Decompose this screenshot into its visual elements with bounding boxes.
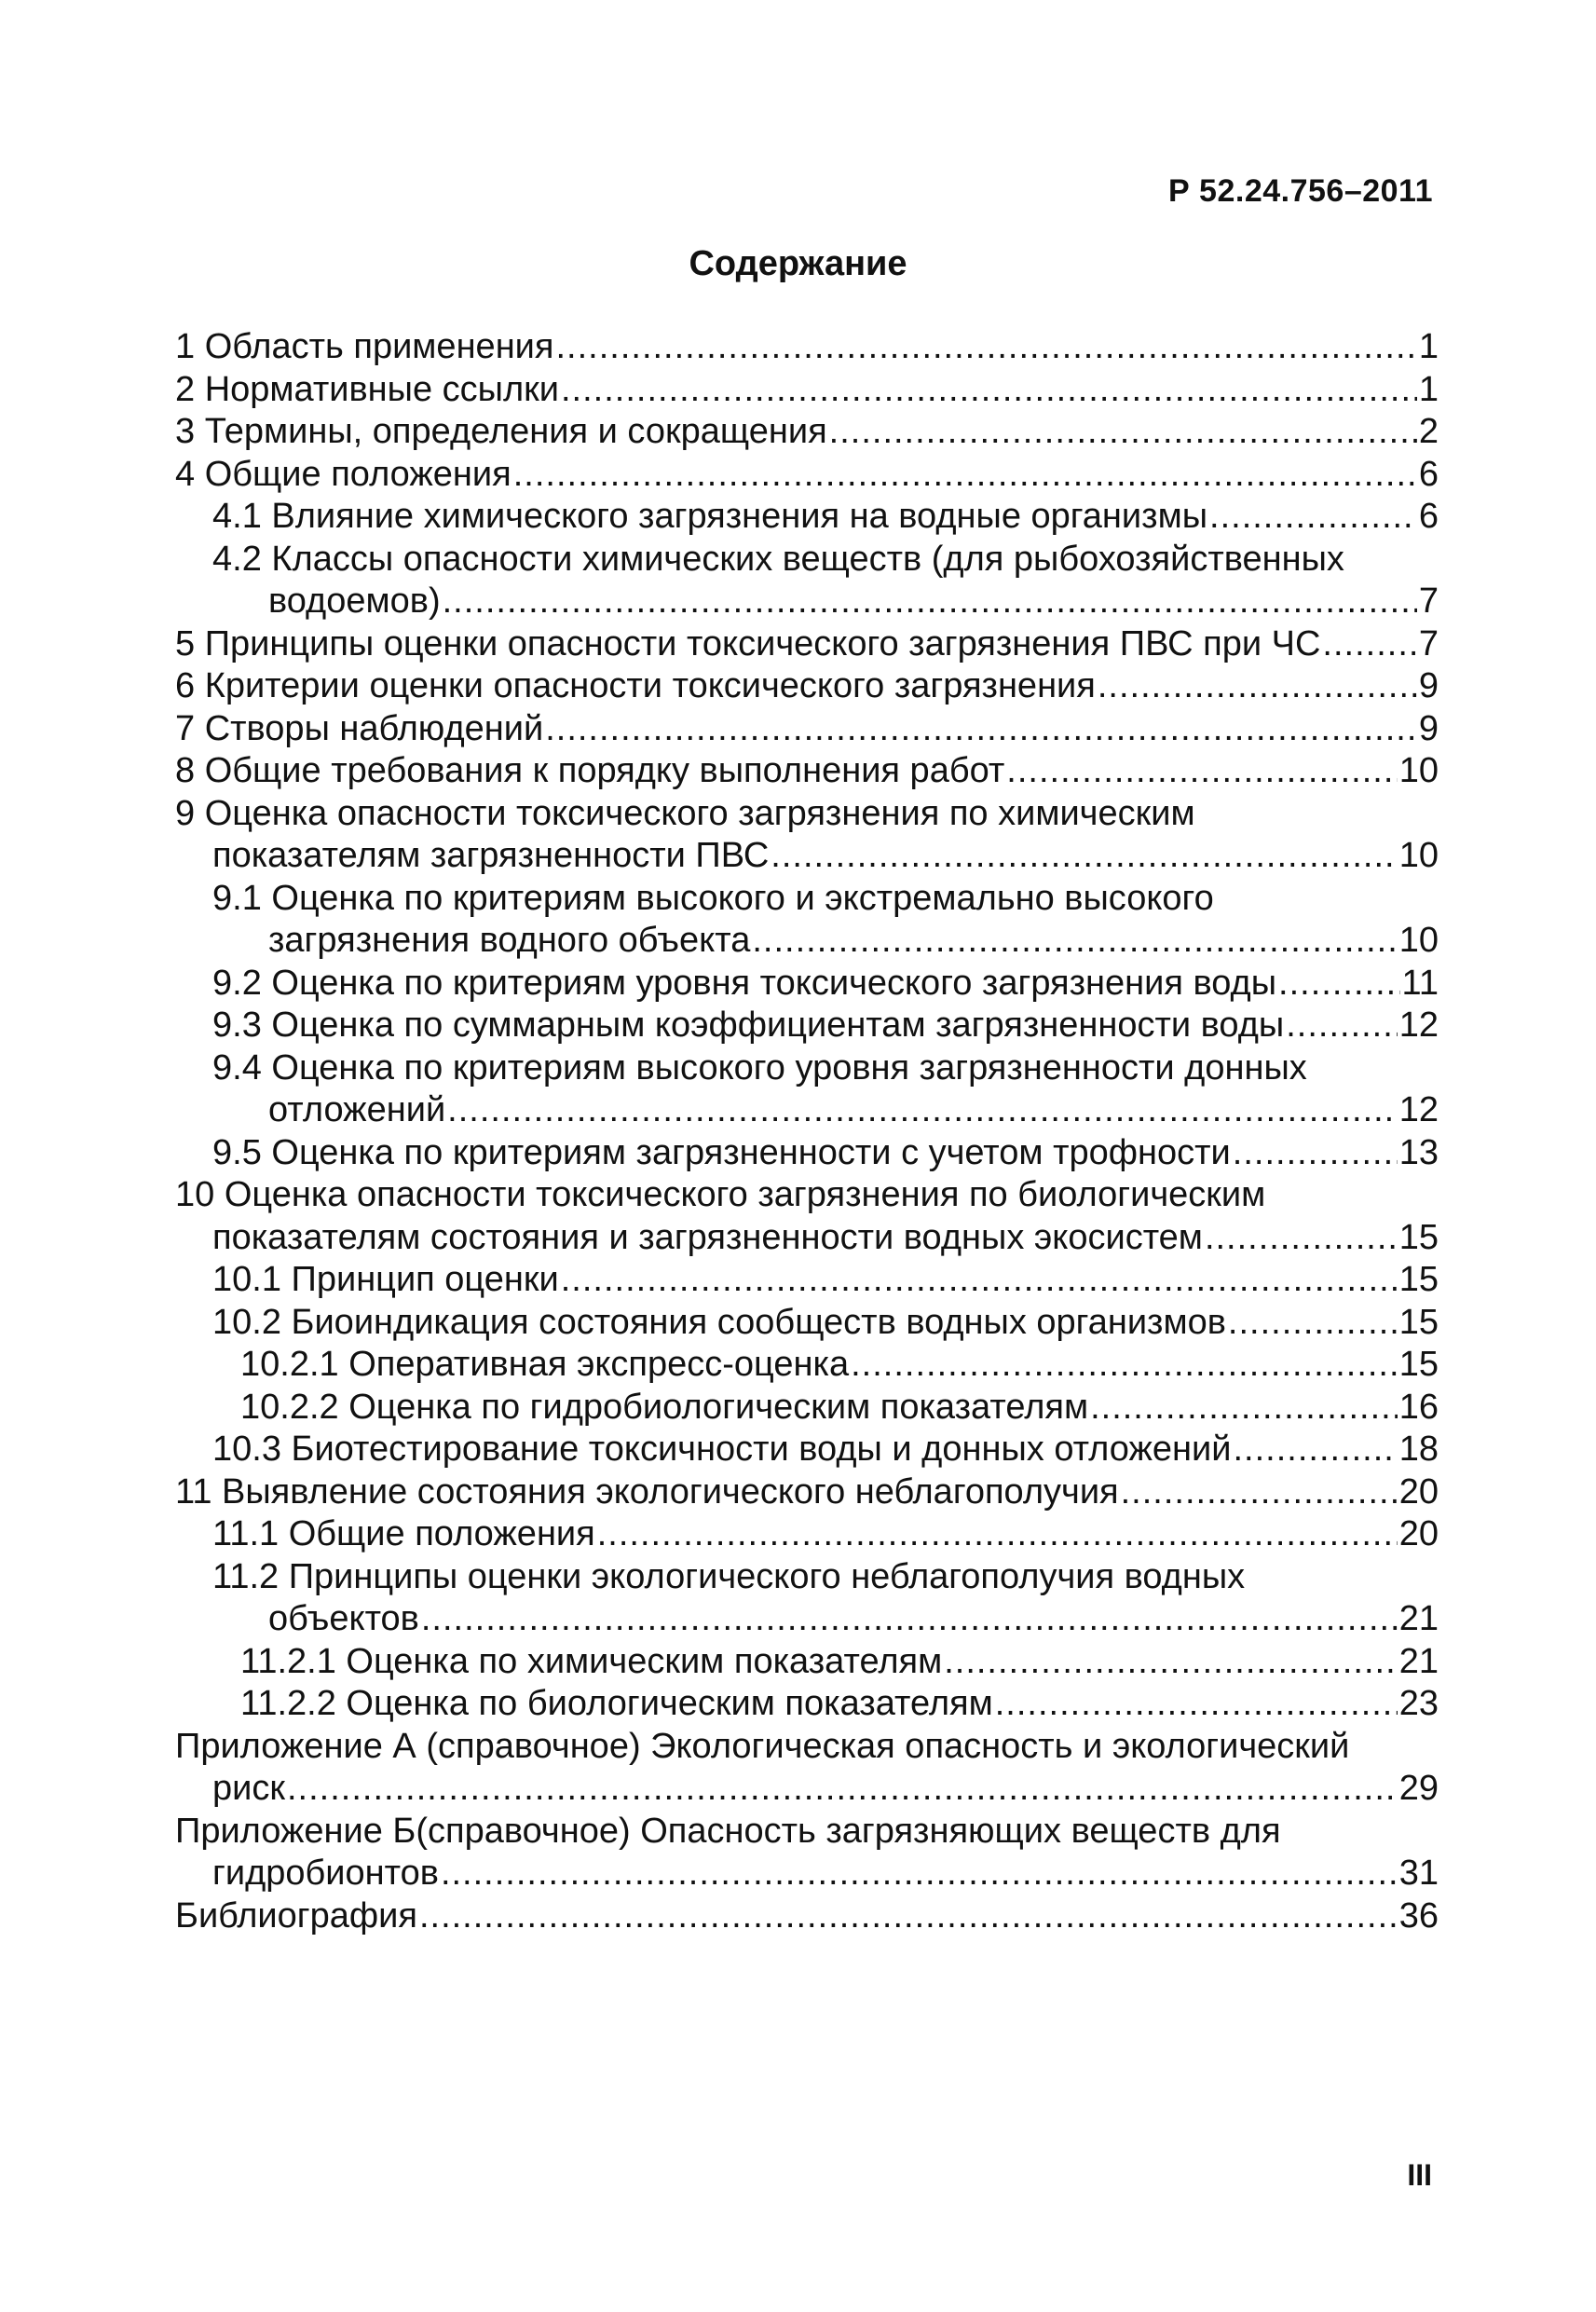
toc-entry-label-continuation: водоемов) <box>268 581 441 621</box>
toc-entry-page: 15 <box>1398 1217 1439 1257</box>
toc-entry-label: 7 Створы наблюдений <box>175 708 544 748</box>
toc-entry[interactable] <box>175 1387 1439 1430</box>
toc-entry[interactable] <box>175 454 1439 497</box>
toc-entry-page: 6 <box>1418 497 1439 536</box>
toc-entry[interactable] <box>175 1556 1439 1641</box>
toc-leader-dots <box>1205 1217 1398 1260</box>
toc-entry[interactable] <box>175 1895 1439 1938</box>
toc-entry-label-continuation: показателям загрязненности ПВС <box>212 836 770 875</box>
toc-leader-dots <box>443 581 1417 623</box>
toc-entry-label-continuation: риск <box>212 1769 285 1808</box>
toc-entry-label: 9.3 Оценка по суммарным коэффициентам загрязненности воды <box>212 1006 1285 1045</box>
toc-entry-label: 9.2 Оценка по критериям уровня токсического загрязнения воды <box>212 963 1277 1003</box>
toc-leader-dots <box>441 1853 1398 1895</box>
toc-entry-page: 12 <box>1398 1006 1439 1045</box>
toc-entry-page: 16 <box>1398 1387 1439 1427</box>
toc-entry-label: 10.2.1 Оперативная экспресс-оценка <box>240 1345 850 1384</box>
toc-leader-dots <box>555 326 1416 369</box>
toc-leader-dots <box>561 1259 1398 1302</box>
toc-entry[interactable] <box>175 1811 1439 1895</box>
toc-entry-page: 9 <box>1418 666 1439 705</box>
toc-entry-page: 10 <box>1398 921 1439 960</box>
toc-leader-dots <box>1121 1471 1398 1514</box>
toc-leader-dots <box>1090 1387 1398 1430</box>
toc-entry-label: 11.2.2 Оценка по биологическим показателям <box>240 1684 993 1723</box>
toc-entry[interactable] <box>175 1641 1439 1684</box>
page-number: III <box>1407 2158 1432 2192</box>
toc-entry-label: 4 Общие положения <box>175 454 512 494</box>
toc-entry[interactable] <box>175 878 1439 963</box>
toc-leader-dots <box>851 1344 1398 1387</box>
toc-leader-dots <box>561 369 1417 412</box>
toc-entry[interactable] <box>175 623 1439 666</box>
toc-entry[interactable] <box>175 1302 1439 1345</box>
toc-leader-dots <box>1098 665 1417 708</box>
toc-entry-page: 18 <box>1398 1430 1439 1469</box>
toc-leader-dots <box>752 920 1397 963</box>
toc-leader-dots <box>513 454 1417 497</box>
toc-entry-page: 15 <box>1398 1260 1439 1299</box>
toc-entry-label: Приложение Б(справочное) Опасность загрязняющих веществ для <box>175 1811 1281 1851</box>
toc-entry-page: 12 <box>1398 1090 1439 1129</box>
toc-entry-page: 11 <box>1401 963 1439 1003</box>
toc-entry-label: 4.2 Классы опасности химических веществ (для рыбохозяйственных <box>212 539 1344 579</box>
toc-entry-label: 5 Принципы оценки опасности токсического загрязнения ПВС при ЧС <box>175 623 1321 664</box>
toc-entry[interactable] <box>175 1726 1439 1811</box>
toc-entry[interactable] <box>175 1005 1439 1047</box>
toc-leader-dots <box>421 1598 1398 1641</box>
toc-entry-label: 10.3 Биотестирование токсичности воды и донных отложений <box>212 1430 1232 1469</box>
toc-entry[interactable] <box>175 1174 1439 1259</box>
toc-leader-dots <box>287 1768 1398 1811</box>
toc-entry[interactable] <box>175 326 1439 369</box>
toc-entry-page: 21 <box>1398 1599 1439 1638</box>
toc-entry-label: 11 Выявление состояния экологического неблагополучия <box>175 1471 1119 1512</box>
toc-entry-label: Приложение А (справочное) Экологическая опасность и экологический <box>175 1726 1350 1766</box>
toc-leader-dots <box>995 1683 1398 1726</box>
document-code: Р 52.24.756–2011 <box>1167 173 1433 209</box>
toc-entry-page: 1 <box>1418 369 1439 409</box>
toc-entry-label-continuation: загрязнения водного объекта <box>268 921 751 960</box>
toc-leader-dots <box>1286 1005 1398 1047</box>
toc-leader-dots <box>1278 963 1400 1006</box>
toc-entry[interactable] <box>175 1429 1439 1471</box>
toc-entry-label: 10.1 Принцип оценки <box>212 1260 559 1299</box>
toc-entry-label-continuation: показателям состояния и загрязненности водных экосистем <box>212 1217 1203 1257</box>
toc-entry-page: 7 <box>1418 581 1439 621</box>
toc-entry-label: 11.2.1 Оценка по химическим показателям <box>240 1641 943 1681</box>
toc-entry-label: 2 Нормативные ссылки <box>175 369 559 409</box>
toc-entry-page: 29 <box>1398 1769 1439 1808</box>
toc-leader-dots <box>1006 750 1397 793</box>
toc-entry-page: 36 <box>1398 1895 1439 1936</box>
toc-entry-label: 10.2 Биоиндикация состояния сообществ водных организмов <box>212 1302 1226 1342</box>
toc-entry-label-continuation: гидробионтов <box>212 1854 439 1893</box>
toc-entry[interactable] <box>175 1471 1439 1514</box>
toc-entry[interactable] <box>175 1259 1439 1302</box>
toc-entry-label-continuation: отложений <box>268 1090 446 1129</box>
toc-entry[interactable] <box>175 750 1439 793</box>
toc-leader-dots <box>944 1641 1398 1684</box>
toc-leader-dots <box>771 835 1397 878</box>
toc-leader-dots <box>597 1513 1398 1556</box>
toc-leader-dots <box>1228 1302 1398 1345</box>
toc-leader-dots <box>829 411 1417 454</box>
toc-entry[interactable] <box>175 369 1439 412</box>
toc-entry-page: 23 <box>1398 1684 1439 1723</box>
toc-entry-page: 1 <box>1418 327 1439 366</box>
toc-entry[interactable] <box>175 496 1439 539</box>
toc-entry-page: 10 <box>1398 751 1439 790</box>
toc-title: Содержание <box>689 244 907 283</box>
toc-entry[interactable] <box>175 1132 1439 1175</box>
toc-entry-page: 20 <box>1398 1471 1439 1512</box>
toc-leader-dots <box>1209 496 1417 539</box>
toc-entry-label: 9.5 Оценка по критериям загрязненности с учетом трофности <box>212 1132 1231 1172</box>
toc-entry-page: 13 <box>1398 1132 1439 1172</box>
toc-entry-page: 2 <box>1418 412 1439 451</box>
toc-entry-label: 8 Общие требования к порядку выполнения работ <box>175 751 1005 790</box>
toc-entry-label: 1 Область применения <box>175 327 554 366</box>
toc-entry-page: 7 <box>1418 623 1439 664</box>
toc-entry[interactable] <box>175 1047 1439 1132</box>
toc-entry[interactable] <box>175 963 1439 1006</box>
toc-leader-dots <box>1233 1132 1398 1175</box>
toc-entry-label: 11.1 Общие положения <box>212 1514 595 1553</box>
toc-leader-dots <box>1233 1429 1397 1471</box>
toc-entry[interactable] <box>175 708 1439 751</box>
toc-entry-label-continuation: объектов <box>268 1599 419 1638</box>
toc-entry-label: 6 Критерии оценки опасности токсического загрязнения <box>175 666 1096 705</box>
toc-entry-page: 6 <box>1418 454 1439 494</box>
toc-leader-dots <box>1322 623 1416 666</box>
toc-entry[interactable] <box>175 1683 1439 1726</box>
toc-entry-page: 15 <box>1398 1302 1439 1342</box>
toc-entry[interactable] <box>175 1344 1439 1387</box>
toc-entry-label: 10.2.2 Оценка по гидробиологическим показателям <box>240 1387 1089 1427</box>
toc-entry-label: 9.4 Оценка по критериям высокого уровня загрязненности донных <box>212 1047 1307 1088</box>
toc-entry-label: 4.1 Влияние химического загрязнения на водные организмы <box>212 497 1208 536</box>
toc-entry-label: 3 Термины, определения и сокращения <box>175 412 827 451</box>
toc-entry-label: Библиография <box>175 1895 417 1936</box>
toc-entry[interactable] <box>175 793 1439 878</box>
toc-entry-page: 31 <box>1398 1854 1439 1893</box>
toc-leader-dots <box>419 1895 1398 1938</box>
toc-entry-label: 10 Оценка опасности токсического загрязнения по биологическим <box>175 1175 1266 1214</box>
table-of-contents <box>175 326 1439 1937</box>
toc-entry[interactable] <box>175 1513 1439 1556</box>
toc-entry-label: 9.1 Оценка по критериям высокого и экстремально высокого <box>212 878 1214 918</box>
toc-entry-label: 9 Оценка опасности токсического загрязнения по химическим <box>175 793 1195 833</box>
toc-entry-label: 11.2 Принципы оценки экологического неблагополучия водных <box>212 1556 1246 1596</box>
toc-entry-page: 15 <box>1398 1345 1439 1384</box>
toc-entry[interactable] <box>175 411 1439 454</box>
toc-entry-page: 9 <box>1418 708 1439 748</box>
toc-entry-page: 20 <box>1398 1514 1439 1553</box>
toc-leader-dots <box>545 708 1417 751</box>
toc-entry-page: 21 <box>1398 1641 1439 1681</box>
toc-entry[interactable] <box>175 539 1439 623</box>
toc-leader-dots <box>447 1089 1398 1132</box>
toc-entry[interactable] <box>175 665 1439 708</box>
toc-entry-page: 10 <box>1398 836 1439 875</box>
